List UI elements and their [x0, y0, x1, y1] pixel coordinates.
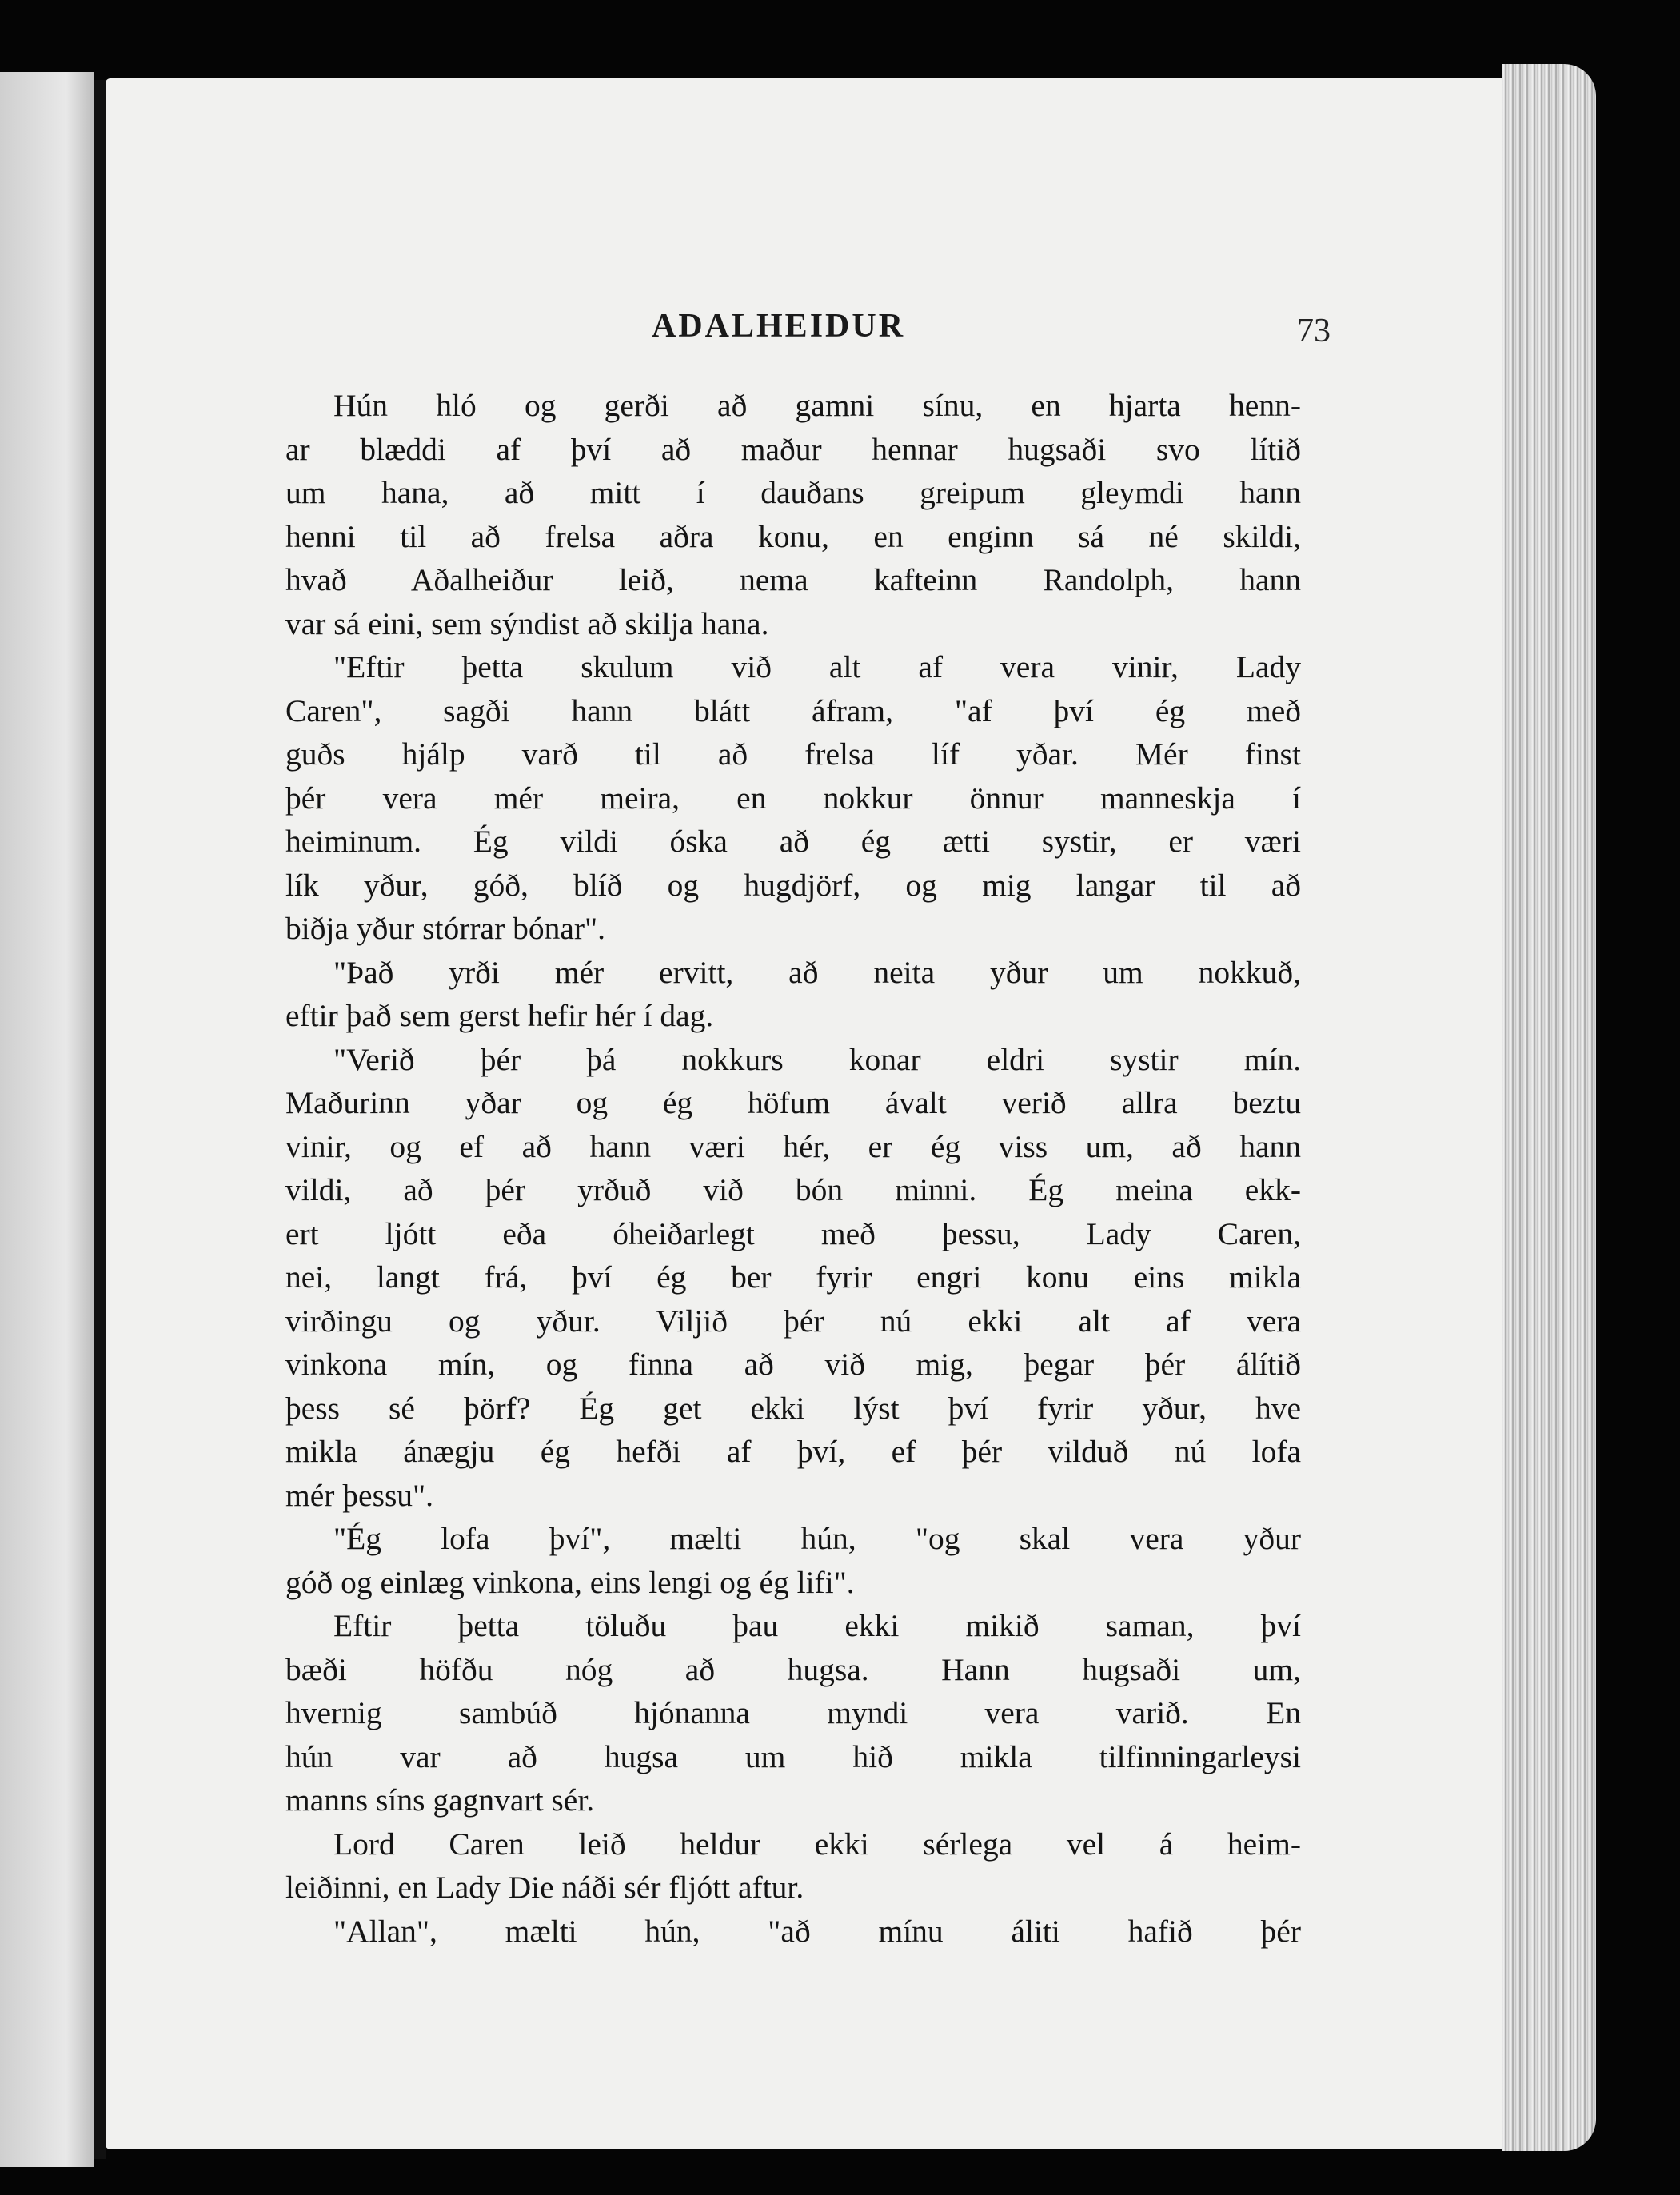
- text-line: var sá eini, sem sýndist að skilja hana.: [285, 605, 769, 641]
- text-line: vinkona mín, og finna að við mig, þegar þér álítið: [285, 1347, 1301, 1382]
- text-line: nei, langt frá, því ég ber fyrir engri konu eins mikla: [285, 1259, 1301, 1295]
- text-line: hún var að hugsa um hið mikla tilfinningarleysi: [285, 1738, 1301, 1774]
- page-header: [0, 307, 1680, 355]
- text-line: guðs hjálp varð til að frelsa líf yðar. Mér finst: [285, 736, 1301, 772]
- text-line: mikla ánægju ég hefði af því, ef þér vilduð nú lofa: [285, 1434, 1301, 1469]
- text-line: virðingu og yður. Viljið þér nú ekki alt af vera: [285, 1303, 1301, 1339]
- text-line: góð og einlæg vinkona, eins lengi og ég lifi".: [285, 1564, 855, 1600]
- text-line: heiminum. Ég vildi óska að ég ætti systir, er væri: [285, 824, 1301, 859]
- page-number: 73: [1297, 313, 1331, 349]
- text-line: Eftir þetta töluðu þau ekki mikið saman, því: [333, 1608, 1301, 1643]
- text-line: ar blæddi af því að maður hennar hugsaði svo lítið: [285, 431, 1301, 467]
- text-line: ert ljótt eða óheiðarlegt með þessu, Lady Caren,: [285, 1215, 1301, 1251]
- text-line: um hana, að mitt í dauðans greipum gleymdi hann: [285, 475, 1301, 510]
- text-line: lík yður, góð, blíð og hugdjörf, og mig langar til að: [285, 867, 1301, 903]
- text-line: mér þessu".: [285, 1477, 434, 1513]
- text-line: "Allan", mælti hún, "að mínu áliti hafið þér: [333, 1913, 1301, 1949]
- text-line: manns síns gagnvart sér.: [285, 1782, 595, 1818]
- text-line: vildi, að þér yrðuð við bón minni. Ég meina ekk-: [285, 1172, 1301, 1207]
- text-line: leiðinni, en Lady Die náði sér fljótt aftur.: [285, 1870, 804, 1905]
- facing-page-edge: [0, 72, 94, 2167]
- text-line: Lord Caren leið heldur ekki sérlega vel á heim-: [333, 1826, 1301, 1862]
- text-line: henni til að frelsa aðra konu, en enginn sá né skildi,: [285, 518, 1301, 554]
- text-line: biðja yður stórrar bónar".: [285, 911, 606, 946]
- text-line: hvernig sambúð hjónanna myndi vera varið. En: [285, 1695, 1301, 1730]
- text-line: þér vera mér meira, en nokkur önnur manneskja í: [285, 780, 1301, 816]
- page-fore-edge: [1502, 64, 1596, 2151]
- text-line: "Eftir þetta skulum við alt af vera vinir, Lady: [333, 649, 1301, 684]
- text-line: bæði höfðu nóg að hugsa. Hann hugsaði um,: [285, 1651, 1301, 1687]
- book-gutter: [94, 80, 106, 2159]
- text-line: "Það yrði mér ervitt, að neita yður um nokkuð,: [333, 954, 1301, 990]
- text-line: "Ég lofa því", mælti hún, "og skal vera yður: [333, 1521, 1301, 1556]
- running-head: ADALHEIDUR: [652, 308, 906, 345]
- text-line: Hún hló og gerði að gamni sínu, en hjarta henn-: [333, 388, 1301, 423]
- text-line: vinir, og ef að hann væri hér, er ég viss um, að hann: [285, 1128, 1301, 1164]
- body-text: [285, 384, 1301, 1953]
- text-line: Caren", sagði hann blátt áfram, "af því ég með: [285, 692, 1301, 728]
- text-line: hvað Aðalheiður leið, nema kafteinn Randolph, hann: [285, 562, 1301, 597]
- text-line: eftir það sem gerst hefir hér í dag.: [285, 998, 714, 1033]
- text-line: Maðurinn yðar og ég höfum ávalt verið allra beztu: [285, 1085, 1301, 1120]
- text-line: "Verið þér þá nokkurs konar eldri systir mín.: [333, 1041, 1301, 1077]
- text-line: þess sé þörf? Ég get ekki lýst því fyrir yður, hve: [285, 1390, 1301, 1426]
